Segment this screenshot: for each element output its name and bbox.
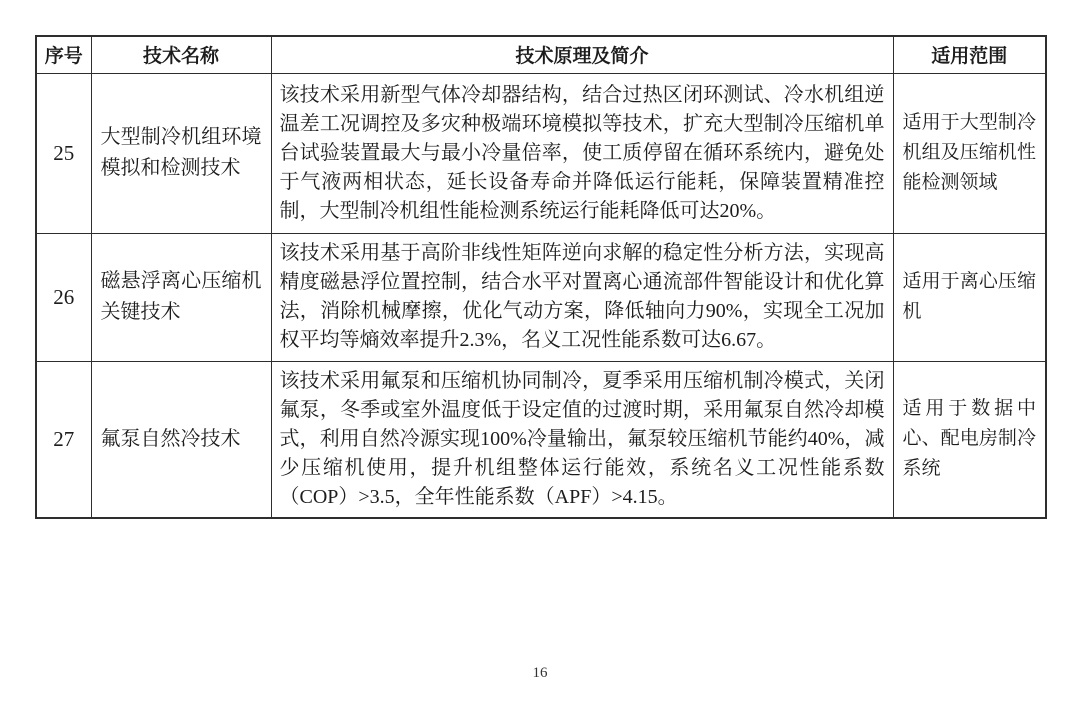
table-header-row bbox=[36, 36, 1046, 73]
row-number-cell: 25 bbox=[36, 73, 91, 233]
principle-cell: 该技术采用氟泵和压缩机协同制冷，夏季采用压缩机制冷模式，关闭氟泵，冬季或室外温度低于设定值的过渡时期，采用氟泵自然冷却模式，利用自然冷源实现100%冷量输出，氟泵较压缩机节能约40%，减少压缩机使用，提升机组整体运行能效，系统名义工况性能系数（COP）>3.5，全年性能系数（APF）>4.15。 bbox=[271, 361, 893, 518]
header-scope: 适用范围 bbox=[893, 36, 1046, 73]
header-tech-name: 技术名称 bbox=[91, 36, 271, 73]
principle-cell: 该技术采用新型气体冷却器结构，结合过热区闭环测试、冷水机组逆温差工况调控及多灾种极端环境模拟等技术，扩充大型制冷压缩机单台试验装置最大与最小冷量倍率，使工质停留在循环系统内，避免处于气液两相状态，延长设备寿命并降低运行能耗，保障装置精准控制，大型制冷机组性能检测系统运行能耗降低可达20%。 bbox=[271, 73, 893, 233]
row-number-cell: 27 bbox=[36, 361, 91, 518]
scope-cell: 适用于大型制冷机组及压缩机性能检测领域 bbox=[893, 73, 1046, 233]
principle-cell: 该技术采用基于高阶非线性矩阵逆向求解的稳定性分析方法，实现高精度磁悬浮位置控制，结合水平对置离心通流部件智能设计和优化算法，消除机械摩擦，优化气动方案，降低轴向力90%，实现全工况加权平均等熵效率提升2.3%，名义工况性能系数可达6.67。 bbox=[271, 233, 893, 361]
table-row bbox=[36, 73, 1046, 233]
scope-cell: 适用于离心压缩机 bbox=[893, 233, 1046, 361]
scope-cell: 适用于数据中心、配电房制冷系统 bbox=[893, 361, 1046, 518]
table-row bbox=[36, 361, 1046, 518]
tech-name-cell: 磁悬浮离心压缩机关键技术 bbox=[91, 233, 271, 361]
row-number-cell: 26 bbox=[36, 233, 91, 361]
technology-table bbox=[35, 35, 1047, 519]
table-row bbox=[36, 233, 1046, 361]
header-serial-number: 序号 bbox=[36, 36, 91, 73]
header-principle: 技术原理及简介 bbox=[271, 36, 893, 73]
tech-name-cell: 氟泵自然冷技术 bbox=[91, 361, 271, 518]
tech-name-cell: 大型制冷机组环境模拟和检测技术 bbox=[91, 73, 271, 233]
page-number: 16 bbox=[532, 665, 548, 681]
